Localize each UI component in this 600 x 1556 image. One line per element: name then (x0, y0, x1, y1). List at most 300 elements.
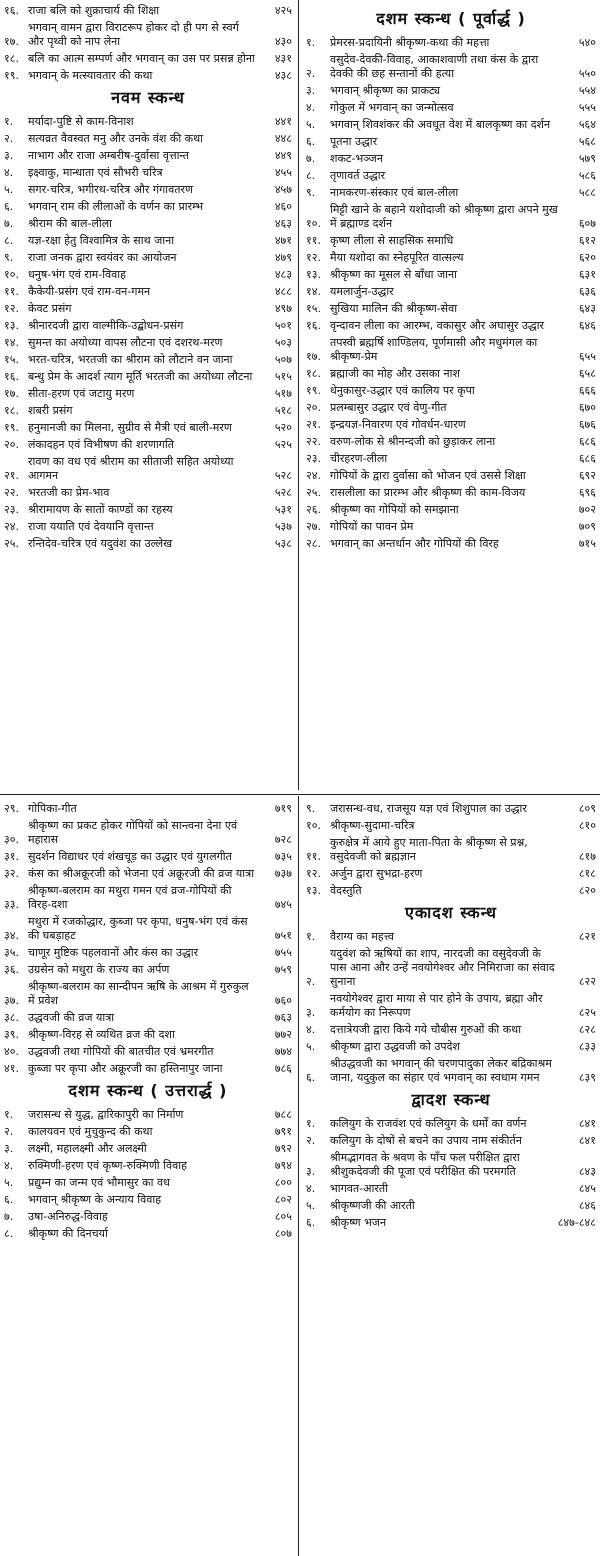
entry-number: ९. (306, 802, 316, 815)
entry-title: सीता-हरण एवं जटायु मरण (28, 387, 135, 400)
toc-entry (306, 268, 596, 282)
entry-number: २४. (306, 469, 321, 482)
toc-entry (306, 118, 596, 132)
toc-entry (306, 1057, 596, 1085)
entry-page: ६६६ (578, 384, 596, 397)
toc-entry (306, 503, 596, 517)
toc-entry (306, 101, 596, 115)
entry-page: ६९६ (578, 486, 596, 499)
entry-number: ११. (306, 234, 321, 247)
entry-page: ४४१ (274, 115, 292, 128)
entry-number: ५. (306, 1040, 316, 1053)
entry-title: रासलीला का प्रारम्भ और श्रीकृष्ण की काम-विजय (330, 486, 526, 499)
entry-page: ५२८ (274, 486, 292, 499)
toc-entry (4, 537, 292, 551)
toc-entry (4, 149, 292, 163)
entry-number: २२. (4, 486, 19, 499)
entry-number: ४०. (4, 1045, 19, 1058)
entry-number: ४. (4, 166, 14, 179)
entry-number: ३०. (4, 833, 19, 846)
section-heading: द्वादश स्कन्ध (411, 1090, 491, 1109)
entry-number: २०. (4, 438, 19, 451)
entry-number: १३. (306, 884, 321, 897)
entry-page: ४३१ (274, 52, 292, 65)
entry-number: ४. (4, 1159, 14, 1172)
entry-number: २०. (306, 401, 321, 414)
entry-number: २. (4, 1125, 14, 1138)
toc-entry (306, 401, 596, 415)
entry-title: इन्द्रयज्ञ-निवारण एवं गोवर्धन-धारण (330, 418, 466, 431)
toc-entry (4, 69, 292, 83)
entry-number: १७. (4, 387, 19, 400)
entry-page: ४२५ (274, 4, 292, 17)
entry-number: ३. (4, 149, 14, 162)
toc-entry (4, 234, 292, 248)
entry-title: केवट प्रसंग (28, 302, 72, 315)
entry-title: सगर-चरित्र, भगीरथ-चरित्र और गंगावतरण (28, 183, 193, 196)
entry-page: ५५० (578, 67, 596, 80)
entry-number: १७. (306, 350, 321, 363)
entry-page: ७५१ (274, 929, 292, 942)
toc-entry (4, 52, 292, 66)
entry-number: १. (4, 115, 14, 128)
entry-title: कंस का श्रीअक्रूरजी को भेजना एवं अक्रूरजी की व्रज यात्रा (28, 867, 255, 880)
entry-number: ३३. (4, 898, 19, 911)
entry-page: ५२८ (274, 469, 292, 482)
entry-title: पूतना उद्धार (330, 135, 378, 148)
entry-title: हनुमानजी का मिलना, सुग्रीव से मैत्री एवं बाली-मरण (28, 421, 232, 434)
entry-title: तृणावर्त उद्धार (330, 169, 386, 182)
entry-number: २६. (306, 503, 321, 516)
entry-number: १२. (4, 302, 19, 315)
entry-number: ७. (4, 217, 14, 230)
entry-title: श्रीकृष्ण द्वारा उद्धवजी को उपदेश (330, 1040, 460, 1053)
entry-title: मथुरा में रजकोद्धार, कुब्जा पर कृपा, धनुष-भंग एवं कंस की घबड़ाहट (28, 915, 248, 942)
toc-entry (4, 1142, 292, 1156)
entry-page: ४८३ (274, 268, 292, 281)
toc-entry (4, 21, 292, 49)
entry-title: प्रद्युम्न का जन्म एवं भौमासुर का वध (28, 1176, 170, 1189)
toc-entry (4, 285, 292, 299)
entry-page: ५१७ (274, 387, 292, 400)
entry-page: ७७४ (274, 1045, 292, 1058)
toc-entry (306, 1199, 596, 1213)
toc-entry (306, 186, 596, 200)
entry-page: ५३७ (274, 520, 292, 533)
entry-title: कलियुग के दोषों से बचने का उपाय नाम संकीर्तन (330, 1134, 522, 1147)
toc-entry (306, 384, 596, 398)
entry-title: वसुदेव-देवकी-विवाह, आकाशवाणी तथा कंस के द्वारा देवकी की छह सन्तानों की हत्या (330, 53, 539, 80)
entry-title: शकट-भञ्जन (330, 152, 383, 165)
entry-page: ४३० (274, 35, 292, 48)
entry-title: कृष्ण लीला से साहसिक समाधि (330, 234, 454, 247)
entry-title: श्रीकृष्णजी की आरती (330, 1199, 415, 1212)
toc-entry (4, 1125, 292, 1139)
entry-number: ८. (4, 1227, 14, 1240)
entry-title: भगवान् वामन द्वारा विराटरूप होकर दो ही पग से स्वर्ग और पृथ्वी को नाप लेना (28, 21, 239, 48)
entry-number: ३१. (4, 850, 19, 863)
entry-page: ७०९ (578, 520, 596, 533)
entry-number: १४. (306, 285, 321, 298)
entry-page: ६९२ (578, 469, 596, 482)
entry-title: मिट्टी खाने के बहाने यशोदाजी को श्रीकृष्ण द्वारा अपने मुख में ब्रह्माण्ड दर्शन (330, 203, 558, 230)
entry-title: गोपियों का पावन प्रेम (330, 520, 414, 533)
entry-number: ३८. (4, 1011, 19, 1024)
toc-entry (306, 520, 596, 534)
toc-entry (306, 53, 596, 81)
entry-number: ५. (4, 183, 14, 196)
entry-number: २७. (306, 520, 321, 533)
entry-number: १८. (4, 404, 19, 417)
entry-page: ४६० (274, 200, 292, 213)
toc-entry (4, 1159, 292, 1173)
section-heading: नवम स्कन्ध (111, 88, 185, 107)
entry-title: रन्तिदेव-चरित्र एवं यदुवंश का उल्लेख (28, 537, 173, 550)
entry-page: ७२८ (274, 833, 292, 846)
entry-title: नाभाग और राजा अम्बरीष-दुर्वासा वृत्तान्त (28, 149, 190, 162)
toc-entry (306, 152, 596, 166)
entry-page: ५०३ (274, 336, 292, 349)
entry-page: ८२१ (578, 930, 596, 943)
entry-title: श्रीकृष्ण-बलराम का मथुरा गमन एवं व्रज-गोपियों की विरह-दशा (28, 884, 232, 911)
entry-number: २. (306, 1134, 316, 1147)
entry-number: २३. (4, 503, 19, 516)
entry-page: ६८६ (578, 452, 596, 465)
entry-number: ४. (306, 101, 316, 114)
entry-page: ६४३ (578, 302, 596, 315)
toc-entry (306, 1151, 596, 1179)
section-heading: दशम स्कन्ध ( पूर्वार्द्ध ) (376, 9, 526, 28)
entry-title: अर्जुन द्वारा सुभद्रा-हरण (330, 867, 423, 880)
entry-page: ४४८ (274, 132, 292, 145)
entry-page: ६०७ (578, 217, 596, 230)
toc-entry (4, 183, 292, 197)
entry-title: रुक्मिणी-हरण एवं कृष्ण-रुक्मिणी विवाह (28, 1159, 187, 1172)
toc-entry (306, 302, 596, 316)
entry-number: १६. (4, 4, 19, 17)
toc-entry (4, 503, 292, 517)
toc-entry (306, 867, 596, 881)
entry-title: श्रीकृष्ण का प्रकट होकर गोपियों को सान्त्वना देना एवं महारास (28, 819, 238, 846)
entry-number: १. (306, 1117, 316, 1130)
entry-page: ५७९ (578, 152, 596, 165)
section-heading: एकादश स्कन्ध (404, 903, 497, 922)
toc-entry (306, 992, 596, 1020)
entry-title: शबरी प्रसंग (28, 404, 73, 417)
toc-entry (306, 1134, 596, 1148)
toc-entry (4, 132, 292, 146)
toc-entry (4, 1193, 292, 1207)
entry-title: चीरहरण-लीला (330, 452, 388, 465)
entry-number: १४. (4, 336, 19, 349)
toc-entry (306, 169, 596, 183)
entry-number: २३. (306, 452, 321, 465)
entry-page: ७६० (274, 994, 292, 1007)
entry-page: ८२८ (578, 1023, 596, 1036)
entry-page: ५३८ (274, 537, 292, 550)
entry-number: ८. (4, 234, 14, 247)
toc-entry (4, 404, 292, 418)
entry-number: १७. (4, 35, 19, 48)
entry-title: वृन्दावन लीला का आरम्भ, वकासुर और अघासुर उद्धार (330, 319, 545, 332)
entry-number: २. (4, 132, 14, 145)
section-heading: दशम स्कन्ध ( उत्तरार्द्ध ) (68, 1081, 228, 1100)
toc-entry (4, 166, 292, 180)
entry-number: २२. (306, 435, 321, 448)
toc-entry (4, 370, 292, 384)
toc-entry (4, 1176, 292, 1190)
toc-entry (4, 1227, 292, 1241)
entry-number: १५. (4, 353, 19, 366)
entry-number: २५. (4, 537, 19, 550)
toc-entry (306, 234, 596, 248)
toc-entry (4, 353, 292, 367)
toc-entry (306, 367, 596, 381)
entry-number: १०. (306, 217, 321, 230)
entry-title: ब्रह्माजी का मोह और उसका नाश (330, 367, 460, 380)
entry-number: ३. (306, 84, 316, 97)
entry-page: ८०५ (274, 1210, 292, 1223)
entry-number: २८. (306, 537, 321, 550)
toc-entry (4, 520, 292, 534)
entry-number: १०. (306, 819, 321, 832)
toc-entry (4, 1045, 292, 1059)
toc-entry (306, 84, 596, 98)
entry-number: २. (306, 975, 316, 988)
entry-number: ६. (306, 135, 316, 148)
toc-entry (306, 203, 596, 231)
entry-title: बलि का आत्म सम्पर्ण और भगवान् का उस पर प्रसन्न होना (28, 52, 255, 65)
entry-number: १०. (4, 268, 19, 281)
entry-number: २४. (4, 520, 19, 533)
entry-title: श्रीमद्भागवत के श्रवण के पाँच फल परीक्षित द्वारा श्रीशुकदेवजी की पूजा एवं परीक्षित की परमगति (330, 1151, 520, 1178)
toc-entry (306, 251, 596, 265)
entry-page: ८१० (578, 819, 596, 832)
entry-title: धनुष-भंग एवं राम-विवाह (28, 268, 126, 281)
entry-page: ६४६ (578, 319, 596, 332)
entry-title: उषा-अनिरुद्ध-विवाह (28, 1210, 108, 1223)
entry-page: ८१७ (578, 850, 596, 863)
entry-number: १३. (4, 319, 19, 332)
entry-page: ७०२ (578, 503, 596, 516)
entry-number: ३. (306, 1006, 316, 1019)
entry-number: १९. (4, 69, 19, 82)
toc-entry (306, 819, 596, 833)
entry-number: २१. (4, 469, 19, 482)
entry-page: ४४९ (274, 149, 292, 162)
entry-page: ८४६ (578, 1199, 596, 1212)
toc-entry (306, 802, 596, 816)
toc-entry (306, 319, 596, 333)
entry-title: लक्ष्मी, महालक्ष्मी और अलक्ष्मी (28, 1142, 147, 1155)
toc-entry (306, 452, 596, 466)
toc-entry (4, 200, 292, 214)
entry-page: ७१५ (578, 537, 596, 550)
entry-page: ८२५ (578, 1006, 596, 1019)
entry-page: ४८८ (274, 285, 292, 298)
entry-page: ८४५ (578, 1182, 596, 1195)
entry-page: ५२५ (274, 438, 292, 451)
entry-page: ५६४ (578, 118, 596, 131)
entry-page: ६३१ (578, 268, 596, 281)
entry-title: श्रीरामायण के सातों काण्डों का रहस्य (28, 503, 173, 516)
entry-page: ६२० (578, 251, 596, 264)
toc-entry (306, 1040, 596, 1054)
toc-entry (4, 980, 292, 1008)
entry-title: श्रीराम की बाल-लीला (28, 217, 113, 230)
entry-page: ६७० (578, 401, 596, 414)
entry-number: ५. (306, 1199, 316, 1212)
toc-entry (306, 435, 596, 449)
entry-title: जरासन्ध-वध, राजसूय यज्ञ एवं शिशुपाल का उद्धार (330, 802, 527, 815)
toc-entry (306, 537, 596, 551)
entry-title: भगवान् शिवशंकर की अवधूत वेश में बालकृष्ण का दर्शन (330, 118, 551, 131)
entry-number: २१. (306, 418, 321, 431)
entry-number: १. (306, 930, 316, 943)
toc-entry (4, 1108, 292, 1122)
toc-entry (306, 1182, 596, 1196)
entry-page: ७९१ (274, 1125, 292, 1138)
entry-page: ५०७ (274, 353, 292, 366)
entry-page: ४७९ (274, 251, 292, 264)
entry-title: श्रीकृष्ण का मूसल से बाँधा जाना (330, 268, 457, 281)
entry-title: सुदर्शन विद्याधर एवं शंखचूड़ का उद्धार एवं युगलगीत (28, 850, 232, 863)
entry-number: १५. (306, 302, 321, 315)
entry-number: १२. (306, 867, 321, 880)
toc-entry (4, 884, 292, 912)
toc-entry (306, 836, 596, 864)
entry-number: ४. (306, 1023, 316, 1036)
entry-number: २५. (306, 486, 321, 499)
entry-title: भगवान् श्रीकृष्ण के अन्याय विवाह (28, 1193, 162, 1206)
entry-page: ५५५ (578, 101, 596, 114)
entry-title: उद्धवजी की व्रज यात्रा (28, 1011, 115, 1024)
entry-page: ५१५ (274, 370, 292, 383)
toc-entry (306, 486, 596, 500)
entry-number: ६. (306, 1216, 316, 1229)
entry-title: श्रीकृष्ण की दिनचर्या (28, 1227, 108, 1240)
entry-number: ३५. (4, 946, 19, 959)
toc-entry (306, 469, 596, 483)
toc-entry (4, 850, 292, 864)
entry-page: ७५५ (274, 946, 292, 959)
entry-page: ७३७ (274, 867, 292, 880)
entry-page: ८३३ (578, 1040, 596, 1053)
entry-page: ८४१ (578, 1134, 596, 1147)
entry-title: नवयोगेश्वर द्वारा माया से पार होने के उपाय, ब्रह्मा और कर्मयोग का निरूपण (330, 992, 543, 1019)
entry-title: इक्ष्वाकु, मान्धाता एवं सौभरी चरित्र (28, 166, 163, 179)
entry-title: प्रेमरस-प्रदायिनी श्रीकृष्ण-कथा की महत्ता (330, 36, 490, 49)
entry-page: ४३८ (274, 69, 292, 82)
entry-title: कैकेयी-प्रसंग एवं राम-वन-गमन (28, 285, 151, 298)
entry-title: उग्रसेन को मथुरा के राज्य का अर्पण (28, 963, 170, 976)
toc-entry (4, 1011, 292, 1025)
entry-page: ५८८ (578, 186, 596, 199)
entry-page: ७८८ (274, 1108, 292, 1121)
entry-number: १. (4, 1108, 14, 1121)
entry-page: ४५५ (274, 166, 292, 179)
entry-title: उद्धवजी तथा गोपियों की बातचीत एवं भ्रमरगीत (28, 1045, 214, 1058)
column-divider (298, 796, 299, 1556)
entry-title: भरत-चरित्र, भरतजी का श्रीराम को लौटाने वन जाना (28, 353, 233, 366)
toc-entry (4, 438, 292, 452)
toc-entry (4, 915, 292, 943)
entry-page: ८२० (578, 884, 596, 897)
entry-title: गोपियों के द्वारा दुर्वासा को भोजन एवं उससे शिक्षा (330, 469, 526, 482)
entry-title: श्रीकृष्ण-विरह से व्यथित व्रज की दशा (28, 1028, 175, 1041)
column-2 (306, 4, 596, 784)
entry-title: कुब्जा पर कृपा और अक्रूरजी का हस्तिनापुर जाना (28, 1062, 223, 1075)
toc-entry (4, 1028, 292, 1042)
entry-title: कुरुक्षेत्र में आये हुए माता-पिता के श्रीकृष्ण से प्रश्न, वसुदेवजी को ब्रह्मज्ञान (330, 836, 528, 863)
entry-title: बन्धु प्रेम के आदर्श त्याग मूर्ति भरतजी का अयोध्या लौटना (28, 370, 253, 383)
toc-entry (4, 819, 292, 847)
entry-title: मैया यशोदा का स्नेहपूरित वात्सल्य (330, 251, 464, 264)
entry-number: ७. (306, 152, 316, 165)
page-divider (0, 794, 600, 795)
entry-page: ६५५ (578, 350, 596, 363)
entry-title: भरतजी का प्रेम-भाव (28, 486, 110, 499)
toc-entry (4, 455, 292, 483)
toc-entry (306, 1216, 596, 1230)
toc-entry (4, 486, 292, 500)
entry-page: ६८६ (578, 435, 596, 448)
entry-title: भगवान् के मत्स्यावतार की कथा (28, 69, 153, 82)
entry-page: ७९२ (274, 1142, 292, 1155)
entry-title: सुमन्त का अयोध्या वापस लौटना एवं दशरथ-मरण (28, 336, 223, 349)
column-1 (4, 4, 292, 784)
entry-title: राजा जनक द्वारा स्वयंवर का आयोजन (28, 251, 177, 264)
toc-entry (4, 1210, 292, 1224)
toc-entry (306, 1023, 596, 1037)
entry-title: सुखिया मालिन की श्रीकृष्ण-सेवा (330, 302, 458, 315)
entry-number: १८. (4, 52, 19, 65)
toc-entry (4, 336, 292, 350)
entry-page: ७६३ (274, 1011, 292, 1024)
entry-title: कालयवन एवं मुचुकुन्द की कथा (28, 1125, 153, 1138)
entry-page: ८४१ (578, 1117, 596, 1130)
entry-number: ३४. (4, 929, 19, 942)
entry-number: १९. (4, 421, 19, 434)
entry-page: ७१९ (274, 802, 292, 815)
entry-page: ८१८ (578, 867, 596, 880)
entry-number: ५. (4, 1176, 14, 1189)
toc-entry (306, 36, 596, 50)
toc-entry (4, 268, 292, 282)
entry-number: ३६. (4, 963, 19, 976)
entry-title: लंकादहन एवं विभीषण की शरणागति (28, 438, 174, 451)
entry-page: ८४७-८४८ (557, 1216, 596, 1229)
entry-title: श्रीकृष्ण-सुदामा-चरित्र (330, 819, 415, 832)
toc-entry (306, 135, 596, 149)
entry-title: मर्यादा-पुष्टि से काम-विनाश (28, 115, 134, 128)
toc-entry (306, 336, 596, 364)
entry-number: १२. (306, 251, 321, 264)
toc-entry (4, 946, 292, 960)
entry-number: ३. (306, 1165, 316, 1178)
entry-title: धेनुकासुर-उद्धार एवं कालिय पर कृपा (330, 384, 475, 397)
column-4 (306, 802, 596, 1552)
entry-number: ८. (306, 169, 316, 182)
entry-page: ५३१ (274, 503, 292, 516)
toc-entry (4, 1062, 292, 1076)
entry-page: ५४० (578, 36, 596, 49)
entry-title: राजा बलि को शुक्राचार्य की शिक्षा (28, 4, 160, 17)
entry-page: ५६८ (578, 135, 596, 148)
toc-entry (4, 387, 292, 401)
toc-entry (4, 217, 292, 231)
entry-title: भगवान् राम की लीलाओं के वर्णन का प्रारम्भ (28, 200, 204, 213)
